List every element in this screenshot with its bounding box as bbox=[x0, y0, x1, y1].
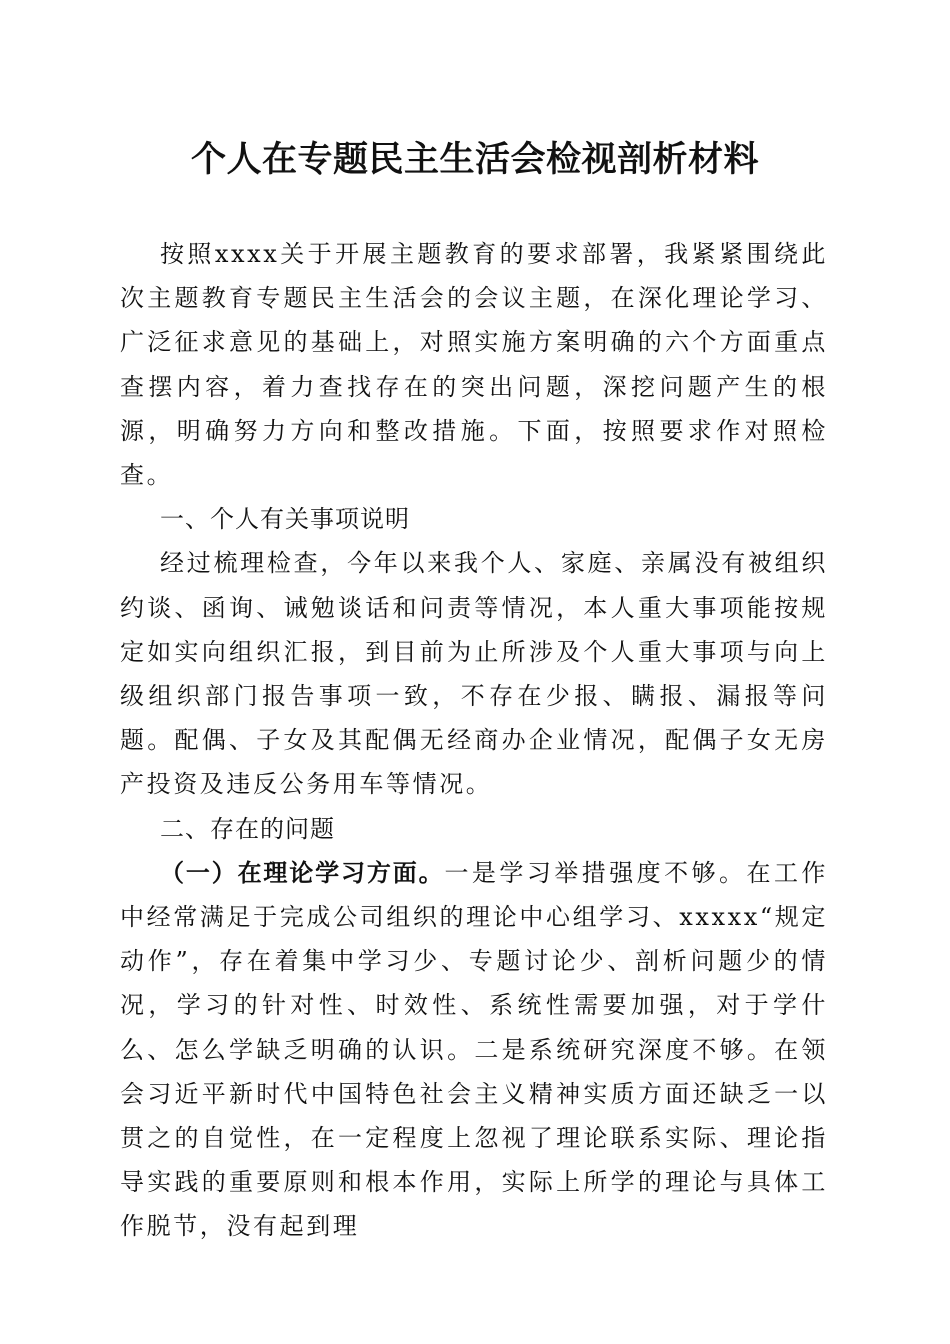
theory-study-body: 一是学习举措强度不够。在工作中经常满足于完成公司组织的理论中心组学习、xxxxx“规定动作”，存在着集中学习少、专题讨论少、剖析问题少的情况，学习的针对性、时效性、系统性需要加强，对于学什么、怎么学缺乏明确的认识。二是系统研究深度不够。在领会习近平新时代中国特色社会主义精神实质方面还缺乏一以贯之的自觉性，在一定程度上忽视了理论联系实际、理论指导实践的重要原则和根本作用，实际上所学的理论与具体工作脱节，没有起到理 bbox=[120, 858, 829, 1241]
document-title: 个人在专题民主生活会检视剖析材料 bbox=[190, 139, 759, 180]
section-heading-problems: 二、存在的问题 bbox=[160, 814, 335, 843]
intro-paragraph: 按照xxxx关于开展主题教育的要求部署，我紧紧围绕此次主题教育专题民主生活会的会议主题，在深化理论学习、广泛征求意见的基础上，对照实施方案明确的六个方面重点查摆内容，着力查找存在的突出问题，深挖问题产生的根源，明确努力方向和整改措施。下面，按照要求作对照检查。 bbox=[120, 240, 828, 490]
section-heading-personal-matters: 一、个人有关事项说明 bbox=[160, 505, 410, 534]
theory-study-paragraph bbox=[120, 851, 828, 1249]
document-body bbox=[120, 232, 828, 1249]
personal-matters-paragraph: 经过梳理检查，今年以来我个人、家庭、亲属没有被组织约谈、函询、诫勉谈话和问责等情况，本人重大事项能按规定如实向组织汇报，到目前为止所涉及个人重大事项与向上级组织部门报告事项一致，不存在少报、瞒报、漏报等问题。配偶、子女及其配偶无经商办企业情况，配偶子女无房产投资及违反公务用车等情况。 bbox=[120, 549, 828, 799]
theory-study-lead: （一）在理论学习方面。 bbox=[160, 858, 445, 887]
